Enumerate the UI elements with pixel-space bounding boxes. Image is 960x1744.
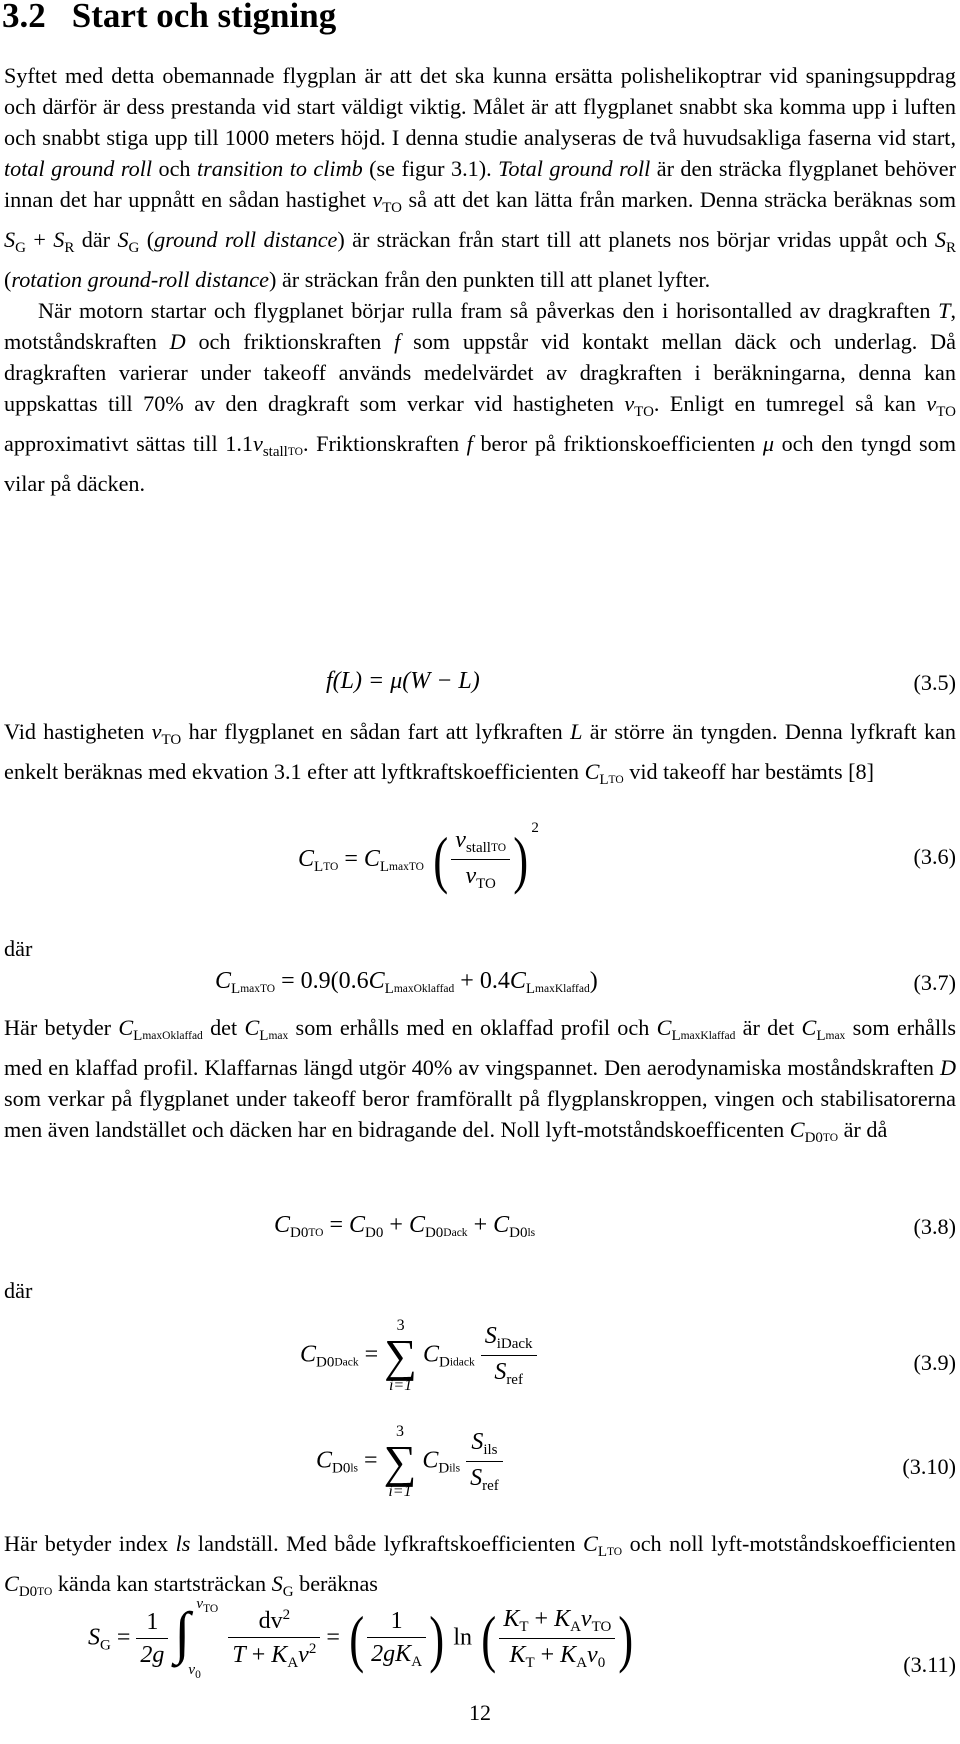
- fraction: $\frac{S_{ils}}{S_{ref}}$: [466, 1429, 503, 1495]
- fraction: $\frac{dv^2}{T + K_Av^2}$: [228, 1607, 320, 1672]
- equation-3-9-body: $C_{D0}Dack$ = 3 ∑ i=1 $C_Didack$ $\frac{S_{iDack}}{S_{ref}}$: [300, 1318, 537, 1394]
- section-number: 3.2: [2, 0, 46, 35]
- paragraph-4: Här betyder $C_LmaxOklaffad$ $\det C_L\max$ som erhålls med en oklaffad profil och $C_LmaxKlaffad$ är $\det C_L\max$ som erhålls med en klaffad profil. Klaffarnas längd utgör 40% av vingspannet. Den aerodynamiska moståndskraften D som verkar på flygplanet under takeoff beror framförallt på flygplanskroppen, vingen och stabilisatorerna men även landstället och däcken har en bidragande del. Noll lyft-motståndskoefficenten $C_{D0}TO$ är då: [4, 1015, 956, 1146]
- equation-3-8-body: $C_{D0}TO = C_{D0}$ + $C_{D0}Dack + C_{D0}ls$: [274, 1212, 536, 1241]
- equation-3-9-number: (3.9): [913, 1350, 956, 1375]
- integral: ∫ $v_{TO}$ $v_0$: [174, 1596, 219, 1681]
- body-text-p3: [4, 716, 956, 796]
- body-text-top: [4, 60, 956, 499]
- equation-3-7-body: $C_LmaxTO$ = $0.9(0.6C_LmaxOklaffad$ + $0.4C_LmaxKlaffad$): [215, 968, 598, 997]
- fraction: $\frac{1}{2gK_A}$: [367, 1608, 426, 1671]
- equation-3-11-number: (3.11): [903, 1652, 956, 1677]
- section-title: Start och stigning: [71, 0, 337, 35]
- body-text-p4: [4, 1012, 956, 1154]
- paragraph-5: Här betyder index ls landställ. Med både lyfkraftskoefficienten $C_LTO$ och noll lyft-motståndskoefficienten $C_{D0}TO$ kända kan startsträckan $S_G$ beräknas: [4, 1531, 956, 1600]
- paragraph-3: Vid hastigheten $v_{TO}$ har flygplanet en sådan fart att lyfkraften L är större än tyngden. Denna lyfkraft kan enkelt beräknas med ekvation 3.1 efter att lyftkraftskoefficienten $C_LTO$ vid takeoff har bestämts [8]: [4, 719, 956, 788]
- equation-3-5-body: f(L) = μ(W − L): [326, 668, 480, 694]
- equation-3-11-body: $S_G$ = $\frac{1}{2g}$ ∫ $v_{TO}$ $v_0$ $\frac{dv^2}{T + K_Av^2}$ = ( $\frac{1}{2gK_A}$ ) ln ( $\frac{K_T + K_Av_{TO}}{K_T + K_Av_0}$ ): [88, 1596, 634, 1681]
- fraction: $\frac{1}{2g}$: [136, 1609, 168, 1669]
- left-paren: (: [433, 824, 449, 896]
- paragraph-2: När motorn startar och flygplanet börjar rulla fram så påverkas den i horisontalled av dragkraften T, motståndskraften D och friktionskraften f som uppstår vid kontakt mellan däck och underlag. Då dragkraften varierar under takeoff används medelvärdet av dragkraften i beräkningarna, denna kan uppskattas till 70% av den dragkraft som verkar vid hastigheten $v_{TO}$. Enligt en tumregel så kan $v_{TO}$ approximativt sättas till $1.1v_{stall}TO$. Friktionskraften f beror på friktionskoefficienten μ och den tyngd som vilar på däcken.: [4, 298, 957, 496]
- section-heading: [2, 0, 336, 36]
- fraction: $\frac{K_T + K_Av_{TO}}{K_T + K_Av_0}$: [499, 1606, 615, 1672]
- equation-3-6-body: $C_LTO$ = $C_LmaxTO$ ( $\frac{v_{stall}TO}{v_{TO}}$ ) $^2$: [298, 820, 539, 896]
- summation: 3 ∑ i=1: [384, 1317, 417, 1394]
- equation-3-6-number: (3.6): [913, 844, 956, 869]
- dar-label-1: där: [4, 936, 33, 961]
- dar-label-2: där: [4, 1278, 33, 1303]
- equation-3-8-number: (3.8): [913, 1214, 956, 1239]
- right-paren: ): [513, 824, 529, 896]
- page-number: 12: [469, 1700, 491, 1725]
- summation: 3 ∑ i=1: [383, 1423, 417, 1500]
- body-text-p5: [4, 1528, 956, 1608]
- fraction: $\frac{S_{iDack}}{S_{ref}}$: [481, 1323, 537, 1389]
- equation-3-10-body: $C_{D0}ls$ = 3 ∑ i=1 $C_Dils$ $\frac{S_{ils}}{S_{ref}}$: [316, 1424, 503, 1500]
- paragraph-1: Syftet med detta obemannade flygplan är att det ska kunna ersätta polishelikoptrar vid spaningsuppdrag och därför är dess prestanda vid start väldigt viktig. Målet är att flygplanet snabbt ska komma upp i luften och snabbt stiga upp till 1000 meters höjd. I denna studie analyseras de två huvudsakliga faserna vid start, total ground roll och transition to climb (se figur 3.1). Total ground roll är den sträcka flygplanet behöver innan det har uppnått en sådan hastighet $v_{TO}$ så att det kan lätta från marken. Denna sträcka beräknas som $S_G + S_R$ där $S_G$ (ground roll distance) är sträckan från start till att planets nos börjar vridas uppåt och $S_R$ (rotation ground-roll distance) är sträckan från den punkten till att planet lyfter.: [4, 63, 957, 292]
- equation-3-5-number: (3.5): [913, 670, 956, 695]
- fraction: $\frac{v_{stall}TO}{v_{TO}}$: [451, 827, 510, 893]
- equation-3-7-number: (3.7): [913, 970, 956, 995]
- equation-3-10-number: (3.10): [902, 1454, 956, 1479]
